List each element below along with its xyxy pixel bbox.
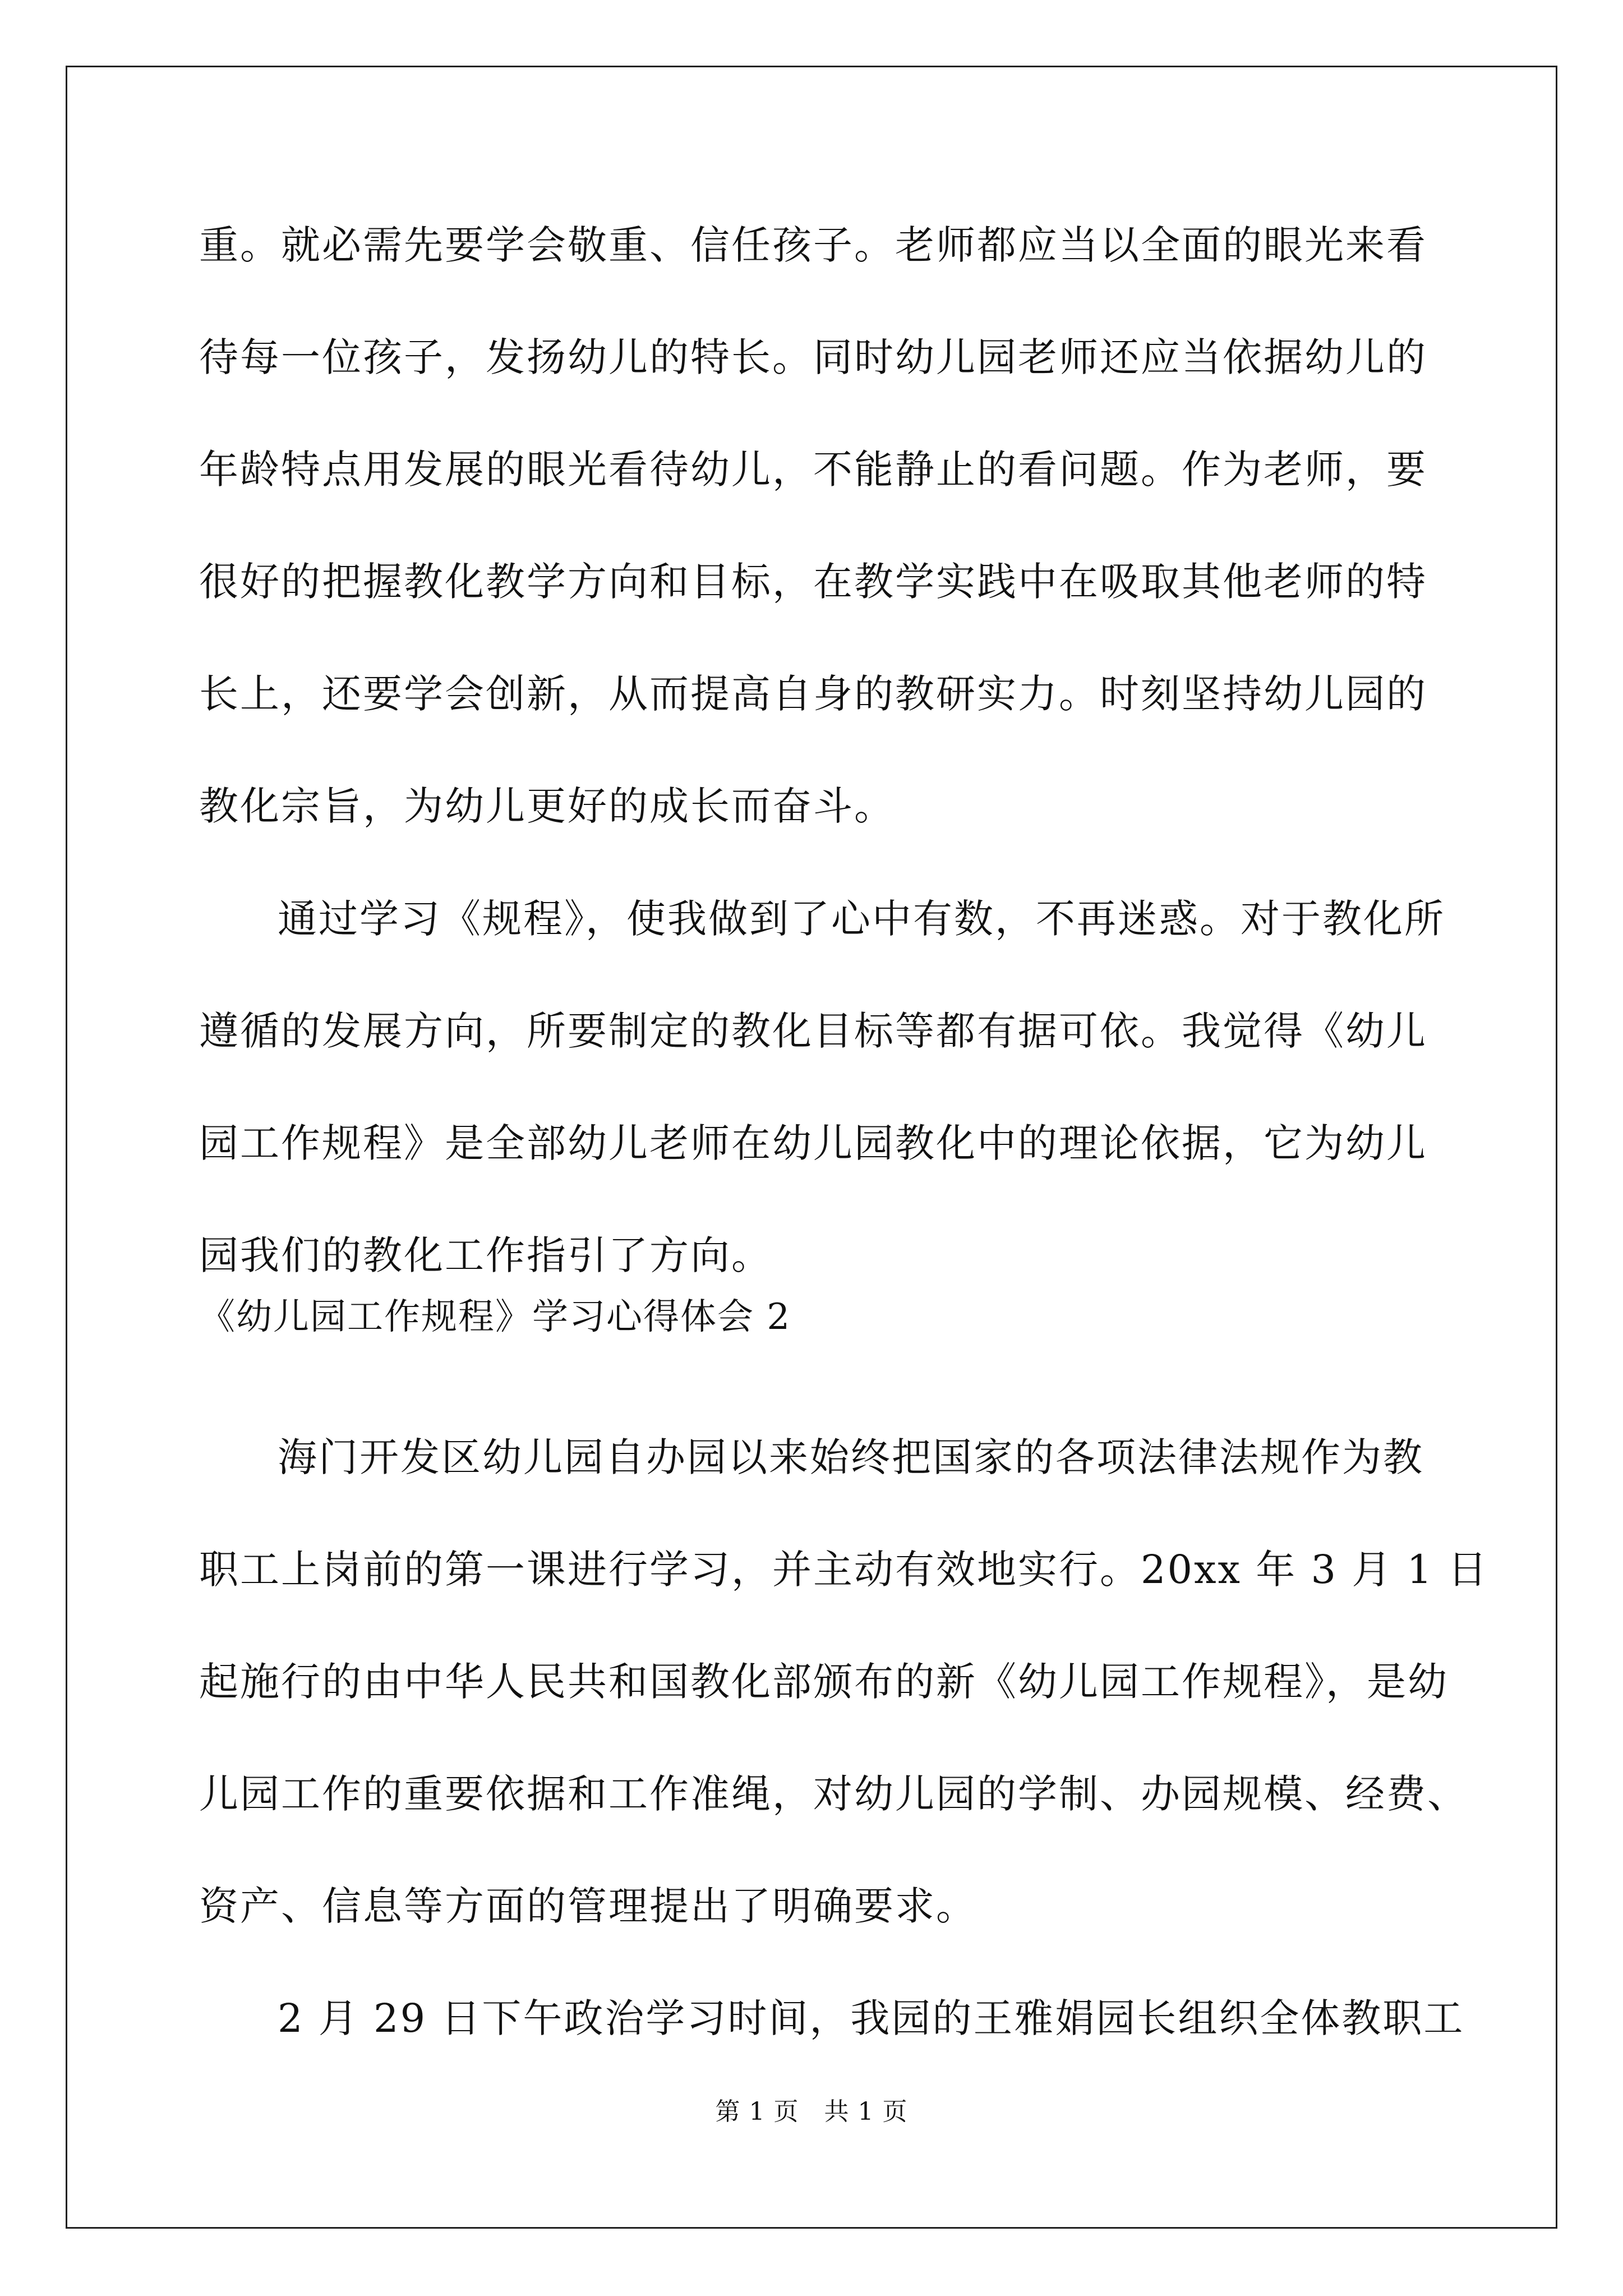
paragraph-1-line-3: 年龄特点用发展的眼光看待幼儿，不能静止的看问题。作为老师，要	[199, 447, 1427, 493]
paragraph-3-line-2: 职工上岗前的第一课进行学习，并主动有效地实行。20xx 年 3 月 1 日	[199, 1547, 1489, 1593]
page-footer: 第 1 页 共 1 页	[715, 2097, 908, 2126]
paragraph-4-line-1: 2 月 29 日下午政治学习时间，我园的王雅娟园长组织全体教职工	[278, 1995, 1465, 2041]
paragraph-2-line-4: 园我们的教化工作指引了方向。	[199, 1232, 772, 1278]
paragraph-3-line-1: 海门开发区幼儿园自办园以来始终把国家的各项法律法规作为教	[278, 1434, 1424, 1480]
paragraph-3-line-5: 资产、信息等方面的管理提出了明确要求。	[199, 1883, 977, 1929]
paragraph-1-line-5: 长上，还要学会创新，从而提高自身的教研实力。时刻坚持幼儿园的	[199, 671, 1427, 717]
paragraph-2-line-1: 通过学习《规程》，使我做到了心中有数，不再迷惑。对于教化所	[278, 896, 1445, 942]
paragraph-2-line-2: 遵循的发展方向，所要制定的教化目标等都有据可依。我觉得《幼儿	[199, 1008, 1427, 1054]
section-heading: 《幼儿园工作规程》学习心得体会 2	[199, 1296, 791, 1338]
paragraph-1-line-2: 待每一位孩子，发扬幼儿的特长。同时幼儿园老师还应当依据幼儿的	[199, 334, 1427, 380]
paragraph-3-line-4: 儿园工作的重要依据和工作准绳，对幼儿园的学制、办园规模、经费、	[199, 1771, 1468, 1817]
paragraph-1-line-6: 教化宗旨，为幼儿更好的成长而奋斗。	[199, 783, 895, 829]
paragraph-1-line-4: 很好的把握教化教学方向和目标，在教学实践中在吸取其他老师的特	[199, 559, 1427, 605]
paragraph-3-line-3: 起施行的由中华人民共和国教化部颁布的新《幼儿园工作规程》，是幼	[199, 1659, 1449, 1705]
paragraph-1-line-1: 重。就必需先要学会敬重、信任孩子。老师都应当以全面的眼光来看	[199, 222, 1427, 268]
paragraph-2-line-3: 园工作规程》是全部幼儿老师在幼儿园教化中的理论依据，它为幼儿	[199, 1120, 1427, 1166]
